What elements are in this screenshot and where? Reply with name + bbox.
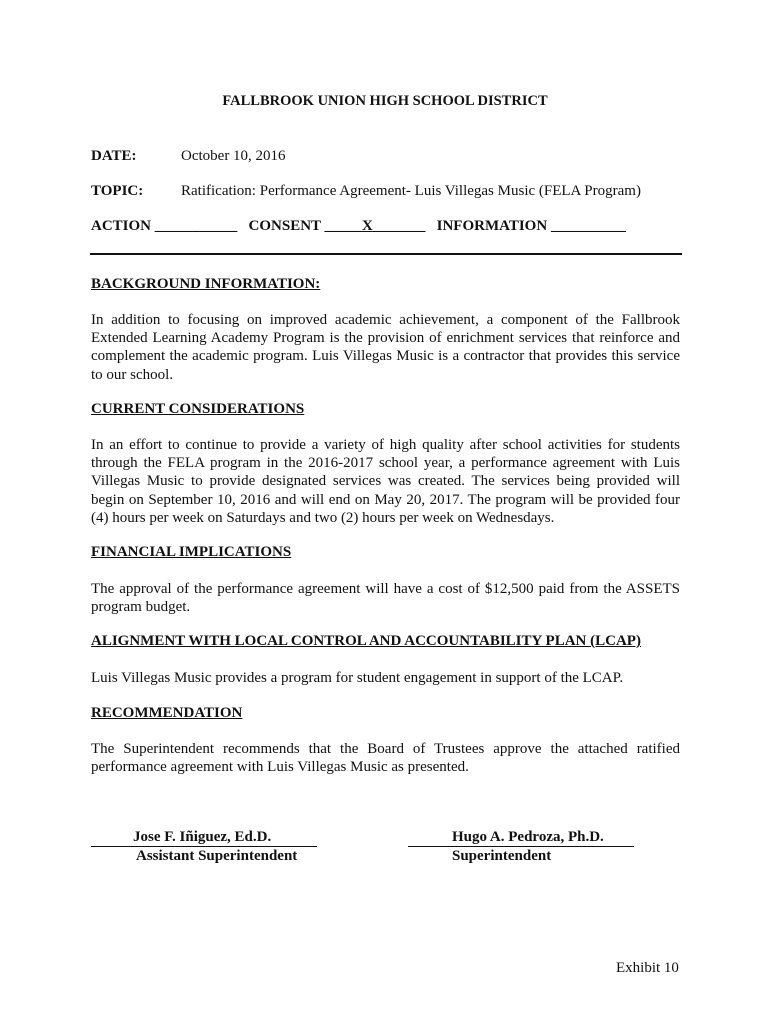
recommendation-body: The Superintendent recommends that the Board of Trustees approve the attached ratified performance agreement with Luis Villegas Music as presented. — [91, 741, 680, 776]
background-heading: BACKGROUND INFORMATION: — [91, 276, 321, 292]
exhibit-label: Exhibit 10 — [616, 960, 679, 976]
consent-mark: X — [362, 218, 373, 234]
background-body: In addition to focusing on improved academic achievement, a component of the Fallbrook Extended Learning Academy Program is the provision of enrichment services that reinforce and complement the academic program. Luis Villegas Music is a contractor that provides this service to our school. — [91, 312, 680, 383]
action-blank: ___________ — [154, 218, 238, 234]
header-divider — [90, 253, 682, 255]
date-label: DATE: — [91, 148, 137, 164]
financial-implications-body: The approval of the performance agreement will have a cost of $12,500 paid from the ASSETS program budget. — [91, 581, 680, 616]
signature-role-superintendent: Superintendent — [452, 848, 552, 864]
signature-line-assistant: Jose F. Iñiguez, Ed.D. — [91, 829, 317, 847]
date-value: October 10, 2016 — [181, 148, 286, 164]
signature-role-assistant: Assistant Superintendent — [136, 848, 298, 864]
action-label: ACTION — [91, 218, 152, 234]
district-title: FALLBROOK UNION HIGH SCHOOL DISTRICT — [222, 93, 548, 109]
topic-value: Ratification: Performance Agreement- Luis Villegas Music (FELA Program) — [181, 183, 641, 199]
current-considerations-heading: CURRENT CONSIDERATIONS — [91, 401, 305, 417]
current-considerations-body: In an effort to continue to provide a variety of high quality after school activities for students through the FELA program in the 2016-2017 school year, a performance agreement with Luis Villegas Music to provide designated services was created. The services being provided will begin on September 10, 2016 and will end on May 20, 2017. The program will be provided four (4) hours per week on Saturdays and two (2) hours per week on Wednesdays. — [91, 437, 680, 526]
action-row — [91, 218, 626, 235]
financial-implications-heading: FINANCIAL IMPLICATIONS — [91, 544, 292, 560]
consent-blank-prefix: _____ — [324, 218, 363, 234]
recommendation-heading: RECOMMENDATION — [91, 705, 243, 721]
consent-blank-suffix: _______ — [372, 218, 426, 234]
information-label: INFORMATION — [436, 218, 548, 234]
consent-label: CONSENT — [248, 218, 321, 234]
topic-label: TOPIC: — [91, 183, 144, 199]
lcap-alignment-body: Luis Villegas Music provides a program for student engagement in support of the LCAP. — [91, 670, 624, 686]
lcap-alignment-heading: ALIGNMENT WITH LOCAL CONTROL AND ACCOUNTABILITY PLAN (LCAP) — [91, 633, 641, 649]
signature-line-superintendent: Hugo A. Pedroza, Ph.D. — [408, 829, 634, 847]
information-blank: __________ — [550, 218, 626, 234]
